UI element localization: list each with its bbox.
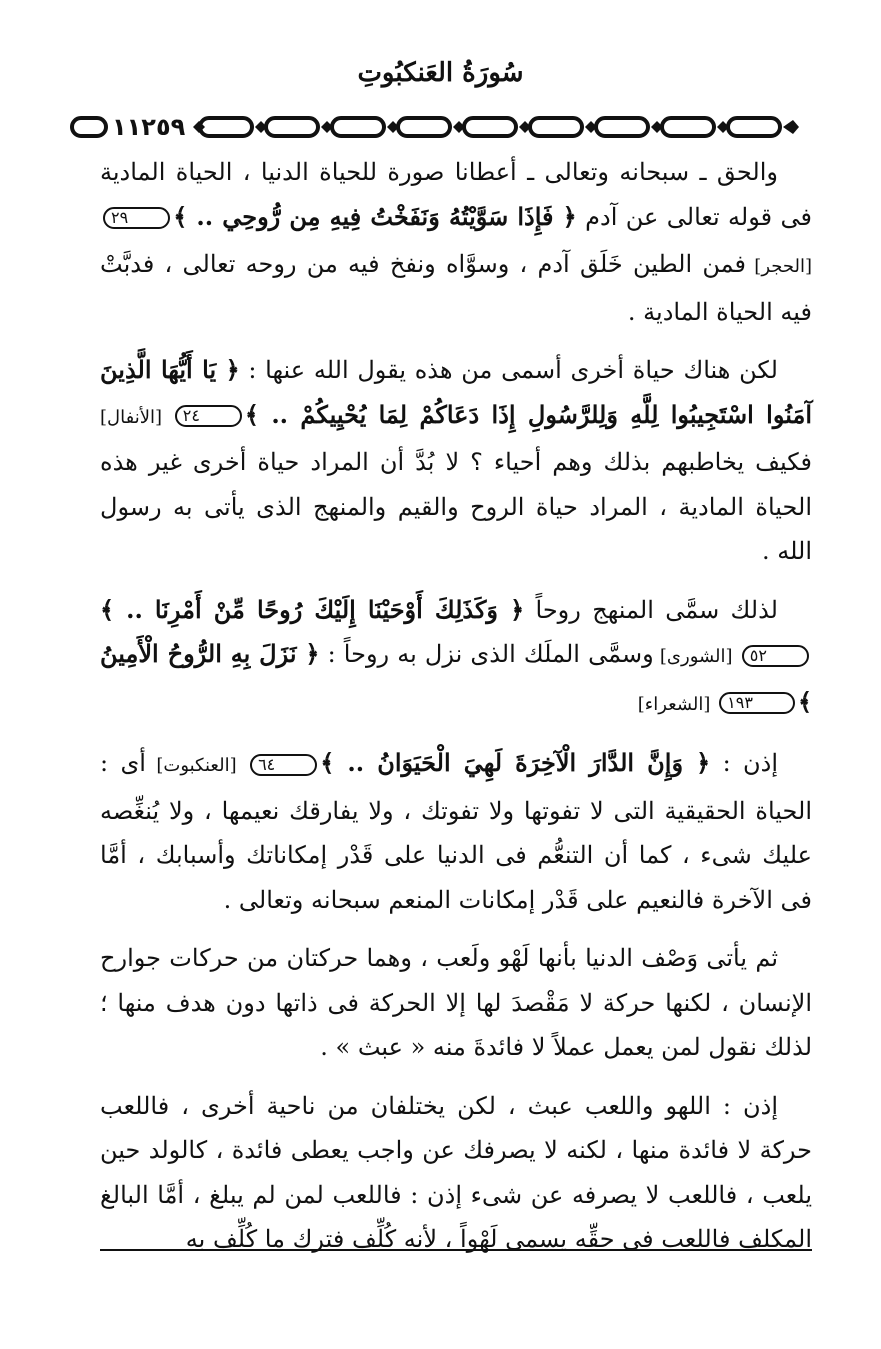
ayah-number: ١٩٣	[719, 692, 795, 714]
body-text-segment: إذن : اللهو واللعب عبث ، لكن يختلفان من ناحية أخرى ، فاللعب حركة لا فائدة منها ، لكنه لا يصرفك عن واجب يعطى فائدة ، كالولد حين يلعب ، فاللعب لا يصرفه عن شىء إذن : فاللعب لمن لم يبلغ ، أمَّا البالغ المكلف فاللعب فى حقِّه يسمى لَهْواً ، لأنه كُلِّف فترك ما كُلِّف به	[100, 1091, 812, 1253]
body-text-segment: فمن الطين خَلَق آدم ، وسوَّاه ونفخ فيه من روحه تعالى ، فدبَّتْ فيه الحياة المادية .	[100, 250, 812, 326]
body-text-segment: ثم يأتى وَصْف الدنيا بأنها لَهْو ولَعب ، وهما حركتان من حركات جوارح الإنسان ، لكنها حركة لا مَقْصدَ لها إلا الحركة فى ذاتها دون هدف منها ؛ لذلك نقول لمن يعمل عملاً لا فائدةَ منه « عبث » .	[100, 944, 813, 1061]
paragraph	[100, 588, 812, 728]
paragraph	[100, 741, 812, 922]
body-text-segment: لذلك سمَّى المنهج روحاً	[524, 595, 778, 624]
surah-reference: [الحجر]	[745, 256, 812, 277]
body-text-segment: أى : الحياة الحقيقية التى لا تفوتها ولا تفوتك ، ولا يفارقك نعيمها ، ولا يُنغِّصه عليك شىء ، كما أن التنعُّم فى الدنيا على قَدْر إمكاناتك وأسبابك ، أمَّا فى الآخرة فالنعيم على قَدْر إمكانات المنعم سبحانه وتعالى .	[100, 749, 813, 914]
quran-verse: ﴿ يَا أَيُّهَا الَّذِينَ آمَنُوا اسْتَجِيبُوا لِلَّهِ وَلِلرَّسُولِ إِذَا دَعَاكُمْ لِمَا يُحْيِيكُمْ .. ﴾	[100, 355, 813, 429]
paragraph	[100, 348, 812, 574]
surah-reference: [الأنفال]	[100, 406, 172, 428]
ayah-number: ٥٢	[742, 645, 809, 667]
paragraph	[100, 150, 812, 334]
surah-reference: [العنكبوت]	[145, 755, 248, 776]
body-text-segment: إذن :	[710, 749, 779, 777]
body-text	[100, 150, 812, 1276]
quran-verse: ﴿ نَزَلَ بِهِ الرُّوحُ الْأَمِينُ ﴾	[100, 639, 812, 716]
body-text-segment: وسمَّى الملَك الذى نزل به روحاً :	[319, 640, 654, 668]
body-text-segment: فكيف يخاطبهم بذلك وهم أحياء ؟ لا بُدَّ أن المراد حياة أخرى غير هذه الحياة المادية ، المراد حياة الروح والقيم والمنهج الذى يأتى به رسول الله .	[100, 448, 812, 565]
footer-rule	[100, 1249, 812, 1251]
quran-verse: ﴿ وَكَذَلِكَ أَوْحَيْنَا إِلَيْكَ رُوحًا مِّنْ أَمْرِنَا .. ﴾	[100, 594, 525, 624]
quran-verse: ﴿ فَإِذَا سَوَّيْتُهُ وَنَفَخْتُ فِيهِ مِن رُّوحِي .. ﴾	[173, 201, 577, 231]
surah-title: سُورَةُ العَنكبُوتِ	[357, 58, 524, 88]
paragraph	[100, 936, 812, 1070]
surah-reference: [الشورى]	[653, 646, 739, 667]
page-number: ١١٢٥٩	[108, 112, 189, 142]
ayah-number: ٢٤	[175, 405, 242, 427]
quran-verse: ﴿ وَإِنَّ الدَّارَ الْآخِرَةَ لَهِيَ الْحَيَوَانُ .. ﴾	[320, 748, 711, 777]
paragraph	[100, 1084, 812, 1262]
surah-reference: [الشعراء]	[637, 693, 717, 715]
body-text-segment: لكن هناك حياة أخرى أسمى من هذه يقول الله عنها :	[239, 356, 778, 384]
ayah-number: ٢٩	[103, 207, 170, 229]
ayah-number: ٦٤	[250, 754, 317, 776]
body-text-segment: والحق ـ سبحانه وتعالى ـ أعطانا صورة للحياة الدنيا ، الحياة المادية فى قوله تعالى عن آدم	[100, 158, 812, 231]
